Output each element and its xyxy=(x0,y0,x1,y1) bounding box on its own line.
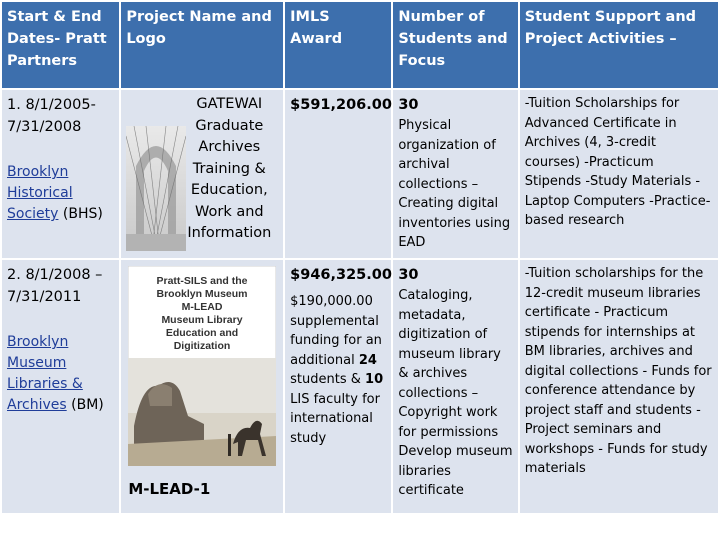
award-note-faculty: 10 xyxy=(365,372,384,387)
cover-title-line-5: Education and xyxy=(166,327,239,339)
cover-title-line-2: Brooklyn Museum xyxy=(156,288,248,300)
award-note xyxy=(290,292,386,448)
students-focus: Physical organization of archival collections – Creating digital inventories using EAD xyxy=(398,118,511,250)
table-row xyxy=(2,260,718,513)
award-cell xyxy=(285,260,391,513)
students-cell xyxy=(393,260,517,513)
award-note-amount: $190,000.00 xyxy=(290,294,373,309)
dates-text: 1. 8/1/2005-7/31/2008 xyxy=(7,97,96,135)
award-note-text-3: LIS faculty for international study xyxy=(290,391,380,446)
partner-link[interactable]: Brooklyn Historical Society xyxy=(7,164,73,222)
award-cell xyxy=(285,90,391,258)
header-students: Number of Students and Focus xyxy=(393,2,517,88)
students-count: 30 xyxy=(398,267,419,283)
activities-cell xyxy=(520,90,718,258)
award-amount: $591,206.00 xyxy=(290,97,392,113)
header-project: Project Name and Logo xyxy=(121,2,283,88)
table-header-row xyxy=(2,2,718,88)
bridge-logo-image xyxy=(126,126,186,251)
students-cell xyxy=(393,90,517,258)
award-amount: $946,325.00 xyxy=(290,267,392,283)
students-count: 30 xyxy=(398,97,419,113)
project-name: GATEWAI Graduate Archives Training & Education, Work and Information xyxy=(187,96,272,241)
dates-text: 2. 8/1/2008 – 7/31/2011 xyxy=(7,267,103,305)
header-dates: Start & End Dates- Pratt Partners xyxy=(2,2,119,88)
table-row xyxy=(2,90,718,258)
activities-text: -Tuition scholarships for the 12-credit museum libraries certificate - Practicum stipends for internships at BM libraries, archives and digital collections - Funds for conference attendance by project staff and students - Project seminars and workshops - Funds for study materials xyxy=(524,266,712,476)
project-cell xyxy=(121,260,283,513)
dates-cell xyxy=(2,90,119,258)
header-activities: Student Support and Project Activities – xyxy=(520,2,718,88)
project-cell xyxy=(121,90,283,258)
header-award: IMLS Award xyxy=(285,2,391,88)
cover-title-line-4: Museum Library xyxy=(161,314,243,326)
activities-cell xyxy=(520,260,718,513)
award-note-students: 24 xyxy=(358,352,377,368)
cover-title-line-1: Pratt-SILS and the xyxy=(156,275,248,287)
partner-link[interactable]: Brooklyn Museum Libraries & Archives xyxy=(7,334,83,413)
partner-name xyxy=(7,332,114,416)
partner-abbr: (BM) xyxy=(66,397,104,413)
award-note-text-1: supplemental funding for an additional xyxy=(290,313,382,368)
award-note-text-2: students & xyxy=(290,372,361,387)
cover-title-line-6: Digitization xyxy=(174,340,231,352)
partner-name xyxy=(7,162,114,225)
partner-abbr: (BHS) xyxy=(58,206,103,222)
mlead-cover-image xyxy=(128,266,276,466)
activities-text: -Tuition Scholarships for Advanced Certificate in Archives (4, 3-credit courses) -Practicum Stipends -Study Materials -Laptop Computers -Practice-based research xyxy=(524,96,711,228)
students-focus: Cataloging, metadata, digitization of museum library & archives collections – Copyright work for permissions Develop museum libraries certificate xyxy=(398,288,513,498)
cover-title-line-3: M-LEAD xyxy=(181,301,223,313)
dates-cell xyxy=(2,260,119,513)
project-name: M-LEAD-1 xyxy=(128,480,211,498)
